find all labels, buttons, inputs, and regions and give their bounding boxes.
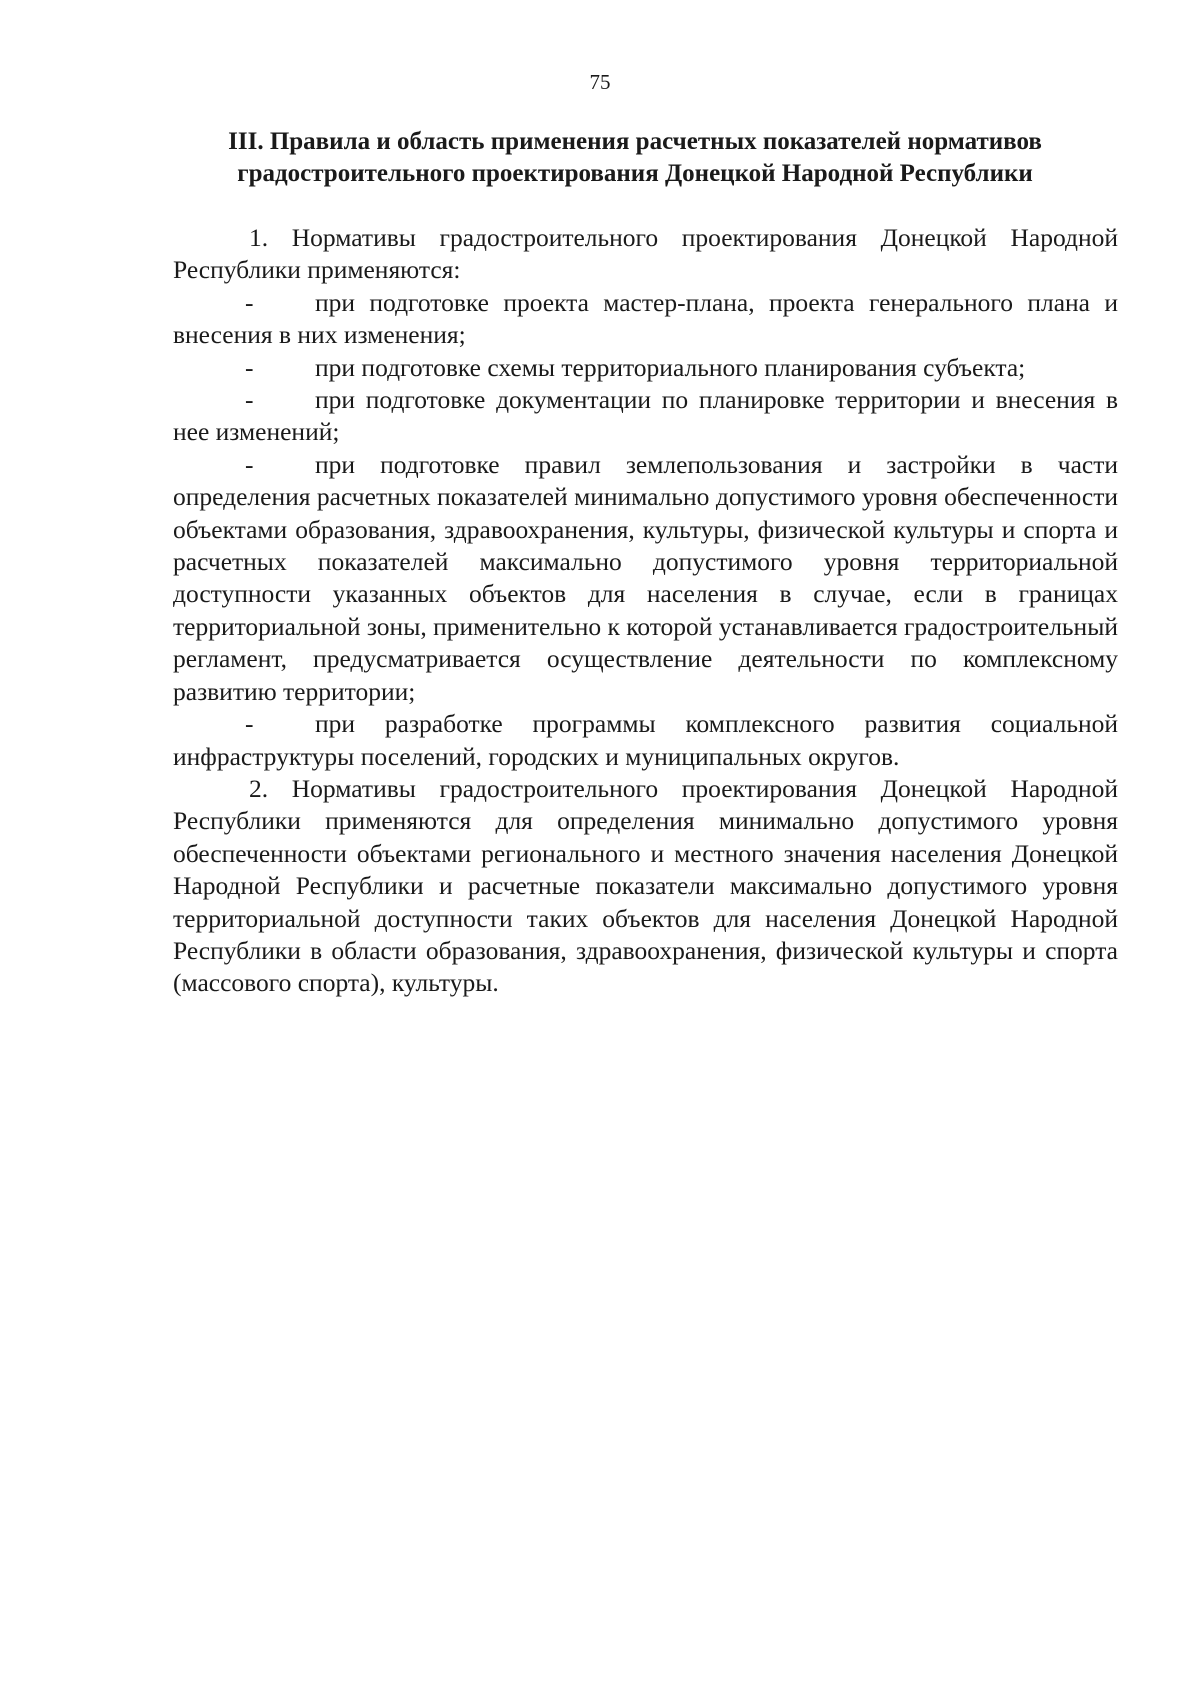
paragraph-2: 2. Нормативы градостроительного проектирования Донецкой Народной Республики применяются для определения минимально допустимого уровня обеспеченности объектами регионального и местного значения населения Донецкой Народной Республики и расчетные показатели максимально допустимого уровня территориальной доступности таких объектов для населения Донецкой Народной Республики в области образования, здравоохранения, физической культуры и спорта (массового спорта), культуры.: [173, 773, 1118, 998]
bullet-dash: -: [245, 352, 254, 382]
page-number: 75: [589, 70, 611, 94]
bullet-text: при подготовке документации по планировке территории и внесения в нее изменений;: [173, 385, 1118, 447]
bullet-text: при подготовке схемы территориального планирования субъекта;: [315, 352, 1026, 382]
bullet-item-2: [173, 352, 1118, 384]
bullet-item-3: [173, 384, 1118, 449]
section-title: [160, 126, 1110, 190]
bullet-text: при подготовке проекта мастер-плана, проекта генерального плана и внесения в них изменения;: [173, 287, 1118, 350]
bullet-dash: -: [245, 709, 254, 739]
paragraph-1-intro: 1. Нормативы градостроительного проектирования Донецкой Народной Республики применяются:: [173, 223, 1118, 285]
bullet-item-5: [173, 708, 1118, 773]
bullet-text: при подготовке правил землепользования и застройки в части определения расчетных показателей минимально допустимого уровня обеспеченности объектами образования, здравоохранения, культуры, физической культуры и спорта и расчетных показателей максимально допустимого уровня территориальной доступности указанных объектов для населения в случае, если в границах территориальной зоны, применительно к которой устанавливается градостроительный регламент, предусматривается осуществление деятельности по комплексному развитию территории;: [173, 449, 1118, 706]
document-body: [173, 222, 1118, 1000]
section-title-line-2: градостроительного проектирования Донецкой Народной Республики: [237, 160, 1033, 187]
section-title-line-1: III. Правила и область применения расчетных показателей нормативов: [228, 128, 1042, 155]
bullet-dash: -: [245, 287, 254, 317]
bullet-dash: -: [245, 385, 254, 415]
bullet-item-4: [173, 449, 1118, 708]
bullet-text: при разработке программы комплексного развития социальной инфраструктуры поселений, городских и муниципальных округов.: [173, 709, 1118, 771]
bullet-item-1: [173, 287, 1118, 352]
bullet-dash: -: [245, 449, 254, 479]
